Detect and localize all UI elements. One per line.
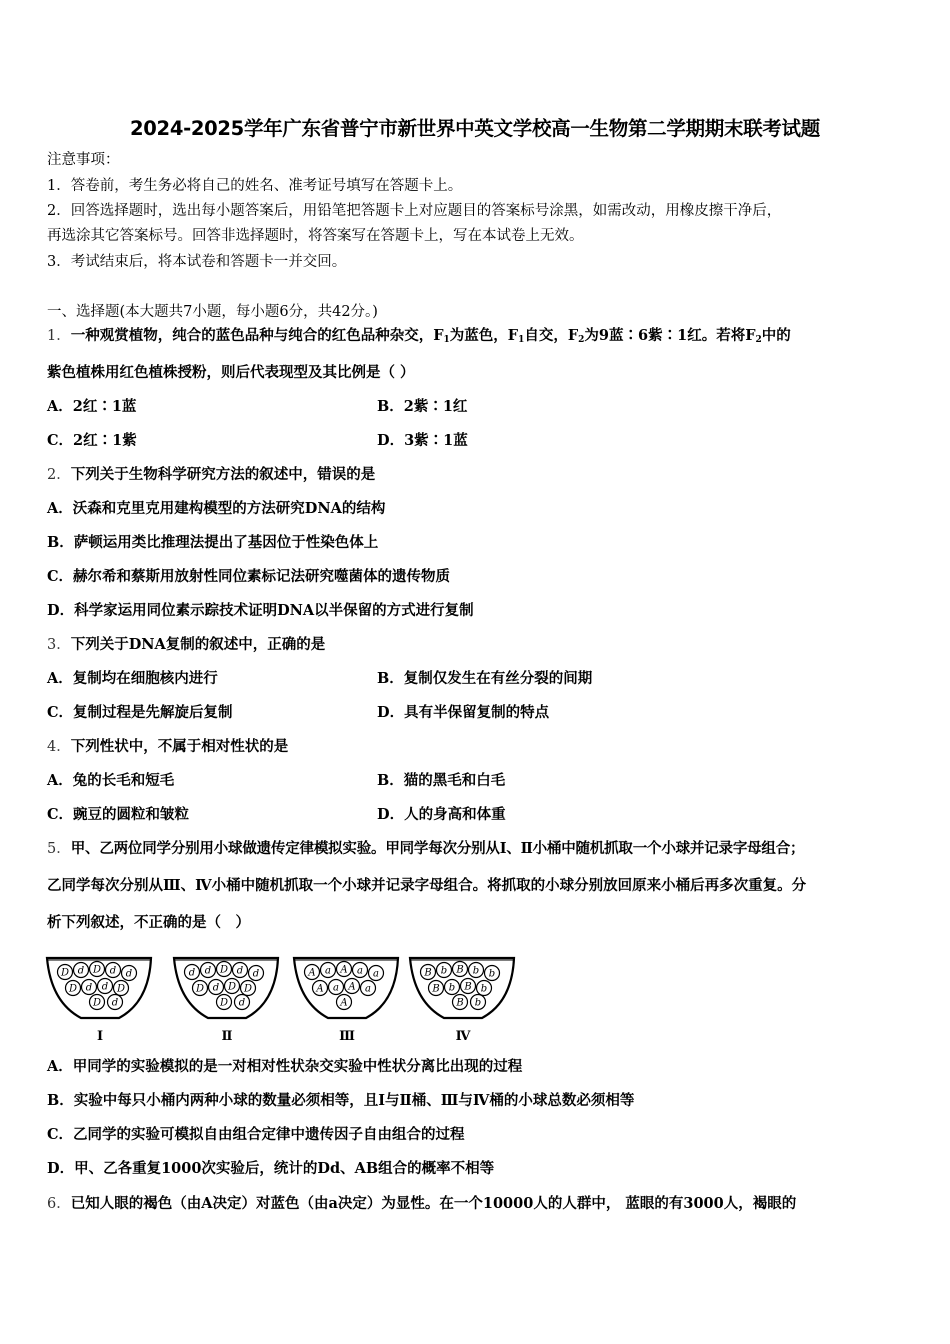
q2-option-c[interactable]: C．赫尔希和蔡斯用放射性同位素标记法研究噬菌体的遗传物质 — [47, 568, 451, 585]
ball-label: B — [456, 964, 464, 976]
q4-option-b[interactable]: B．猫的黑毛和白毛 — [377, 772, 506, 789]
ball-label: D — [92, 964, 102, 976]
ball-label: a — [373, 968, 379, 980]
ball-label: d — [238, 997, 246, 1009]
bucket-label: Ⅳ — [455, 1029, 471, 1044]
bucket-2 — [174, 958, 278, 1044]
ball-label: b — [448, 982, 456, 994]
ball-label: b — [472, 965, 480, 977]
q3-option-c[interactable]: C．复制过程是先解旋后复制 — [47, 704, 233, 721]
ball-label: A — [316, 983, 324, 995]
q5-stem-line2: 乙同学每次分别从Ⅲ、Ⅳ小桶中随机抓取一个小球并记录字母组合。将抓取的小球分别放回原来小桶后再多次重复。分 — [47, 877, 807, 894]
ball-label: D — [116, 983, 126, 995]
q5-option-a[interactable]: A．甲同学的实验模拟的是一对相对性状杂交实验中性状分离比出现的过程 — [47, 1058, 523, 1075]
q4-option-a[interactable]: A．兔的长毛和短毛 — [47, 772, 175, 789]
ball-label: A — [348, 981, 356, 993]
q5-option-b[interactable]: B．实验中每只小桶内两种小球的数量必须相等，且Ⅰ与Ⅱ桶、Ⅲ与Ⅳ桶的小球总数必须相等 — [47, 1092, 635, 1109]
ball-label: d — [85, 982, 93, 994]
ball-label: d — [125, 968, 133, 980]
ball-label: A — [340, 997, 348, 1009]
q5-stem-line3: 析下列叙述，不正确的是（ ） — [47, 914, 250, 931]
ball-label: B — [432, 983, 440, 995]
q1-stem-line2: 紫色植株用红色植株授粉，则后代表现型及其比例是（ ） — [47, 364, 415, 381]
q3-option-b[interactable]: B．复制仅发生在有丝分裂的间期 — [377, 670, 593, 687]
bucket-figure — [45, 948, 525, 1048]
bucket-4 — [410, 958, 514, 1044]
ball-label: d — [188, 967, 196, 979]
ball-label: d — [111, 997, 119, 1009]
q4-number: 4． — [47, 739, 71, 755]
ball-label: b — [440, 965, 448, 977]
ball-label: d — [77, 965, 85, 977]
ball-label: D — [227, 981, 237, 993]
q4-option-c[interactable]: C．豌豆的圆粒和皱粒 — [47, 806, 190, 823]
bucket-label: Ⅰ — [96, 1029, 104, 1044]
ball-label: B — [464, 981, 472, 993]
ball-label: D — [219, 964, 229, 976]
ball-label: b — [488, 968, 496, 980]
note-1: 1．答卷前，考生务必将自己的姓名、准考证号填写在答题卡上。 — [47, 178, 463, 194]
ball-label: b — [474, 997, 482, 1009]
q2-number: 2． — [47, 467, 71, 483]
bucket-label: Ⅱ — [221, 1029, 233, 1044]
ball-label: a — [333, 982, 339, 994]
ball-label: B — [424, 967, 432, 979]
ball-label: a — [357, 965, 363, 977]
ball-label: A — [340, 964, 348, 976]
ball-label: d — [212, 982, 220, 994]
q4-stem: 4．下列性状中，不属于相对性状的是 — [47, 738, 289, 755]
ball-label: D — [195, 983, 205, 995]
note-3: 3．考试结束后，将本试卷和答题卡一并交回。 — [47, 254, 347, 270]
ball-label: D — [68, 983, 78, 995]
q3-option-d[interactable]: D．具有半保留复制的特点 — [377, 704, 550, 721]
q1-number: 1． — [47, 328, 71, 344]
q5-option-d[interactable]: D．甲、乙各重复1000次实验后，统计的Dd、AB组合的概率不相等 — [47, 1160, 495, 1177]
ball-label: D — [243, 983, 253, 995]
ball-label: D — [60, 967, 70, 979]
q1-stem: 1．一种观赏植物，纯合的蓝色品种与纯合的红色品种杂交，$F_1$为蓝色，$F_1$自交，$F_2$为9蓝∶6紫∶1红。若将$F_2$中的 — [47, 327, 791, 345]
q6-number: 6． — [47, 1196, 71, 1212]
q6-stem: 6．已知人眼的褐色（由A决定）对蓝色（由a决定）为显性。在一个10000人的人群中， 蓝眼的有3000人，褐眼的 — [47, 1195, 797, 1212]
q1-option-d[interactable]: D．3紫∶1蓝 — [377, 432, 468, 449]
ball-label: a — [365, 983, 371, 995]
ball-label: D — [219, 997, 229, 1009]
bucket-1 — [47, 958, 151, 1044]
q5-option-c[interactable]: C．乙同学的实验可模拟自由组合定律中遗传因子自由组合的过程 — [47, 1126, 465, 1143]
q1-option-b[interactable]: B．2紫∶1红 — [377, 398, 468, 415]
q2-stem: 2．下列关于生物科学研究方法的叙述中，错误的是 — [47, 466, 376, 483]
q5-number: 5． — [47, 841, 71, 857]
section-heading: 一、选择题(本大题共7小题，每小题6分，共42分。) — [47, 304, 378, 320]
ball-label: D — [92, 997, 102, 1009]
ball-label: A — [308, 967, 316, 979]
note-2-cont: 再选涂其它答案标号。回答非选择题时，将答案写在答题卡上，写在本试卷上无效。 — [47, 228, 584, 244]
ball-label: d — [204, 965, 212, 977]
notes-heading: 注意事项： — [47, 152, 120, 168]
ball-label: d — [236, 965, 244, 977]
bucket-3 — [294, 958, 398, 1044]
ball-label: d — [109, 965, 117, 977]
q2-option-a[interactable]: A．沃森和克里克用建构模型的方法研究DNA的结构 — [47, 500, 386, 517]
bucket-label: Ⅲ — [339, 1029, 355, 1044]
page-title: 2024-2025学年广东省普宁市新世界中英文学校高一生物第二学期期末联考试题 — [130, 117, 820, 140]
q3-stem: 3．下列关于DNA复制的叙述中，正确的是 — [47, 636, 326, 653]
q1-option-a[interactable]: A．2红∶1蓝 — [47, 398, 137, 415]
q3-option-a[interactable]: A．复制均在细胞核内进行 — [47, 670, 218, 687]
ball-label: b — [480, 983, 488, 995]
ball-label: B — [456, 997, 464, 1009]
q2-option-d[interactable]: D．科学家运用同位素示踪技术证明DNA以半保留的方式进行复制 — [47, 602, 474, 619]
q2-option-b[interactable]: B．萨顿运用类比推理法提出了基因位于性染色体上 — [47, 534, 379, 551]
ball-label: d — [252, 968, 260, 980]
q3-number: 3． — [47, 637, 71, 653]
note-2: 2．回答选择题时，选出每小题答案后，用铅笔把答题卡上对应题目的答案标号涂黑，如需改动，用橡皮擦干净后， — [47, 203, 782, 219]
ball-label: a — [325, 965, 331, 977]
q4-option-d[interactable]: D．人的身高和体重 — [377, 806, 506, 823]
ball-label: d — [101, 981, 109, 993]
q1-option-c[interactable]: C．2红∶1紫 — [47, 432, 137, 449]
q5-stem: 5．甲、乙两位同学分别用小球做遗传定律模拟实验。甲同学每次分别从Ⅰ、Ⅱ小桶中随机抓取一个小球并记录字母组合； — [47, 840, 805, 857]
